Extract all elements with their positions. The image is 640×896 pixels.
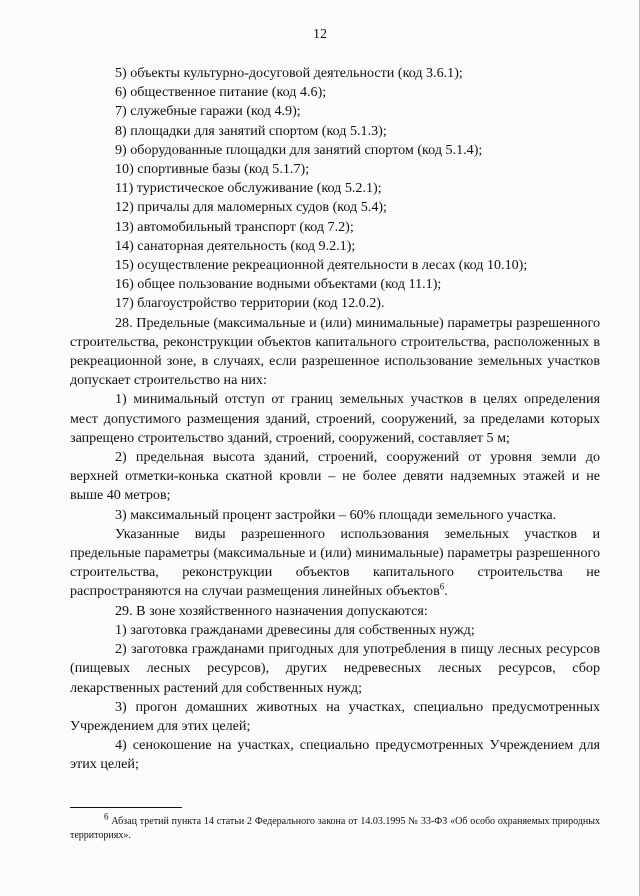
footnote-text-block	[70, 811, 600, 842]
footnote	[70, 811, 600, 842]
clause-28-item: 2) предельная высота зданий, строений, сооружений от уровня земли до верхней отметки-конька скатной кровли – не более девяти надземных этажей и не выше 40 метров;	[70, 449, 600, 504]
list-item: 14) санаторная деятельность (код 9.2.1);	[115, 237, 356, 254]
clause-29-text: 29. В зоне хозяйственного назначения допускаются:	[115, 602, 428, 619]
footnote-marker: 6	[104, 811, 109, 822]
clause-29-item: 1) заготовка гражданами древесины для собственных нужд;	[115, 621, 475, 638]
clause-28-note-text: Указанные виды разрешенного использования земельных участков и предельные параметры (максимальные и (или) минимальные) параметры разрешенного строительства, реконструкции объектов капитального строительства не распространяются на случаи размещения линейных объектов	[70, 525, 600, 600]
list-item: 15) осуществление рекреационной деятельности в лесах (код 10.10);	[115, 257, 528, 274]
list-item: 8) площадки для занятий спортом (код 5.1.3);	[115, 122, 387, 139]
list-item: 9) оборудованные площадки для занятий спортом (код 5.1.4);	[115, 141, 483, 158]
list-item: 17) благоустройство территории (код 12.0.2).	[115, 295, 385, 312]
list-item: 5) объекты культурно-досуговой деятельности (код 3.6.1);	[115, 65, 463, 81]
list-item: 7) служебные гаражи (код 4.9);	[115, 103, 301, 120]
footnote-divider	[70, 807, 182, 808]
clause-28-note: Указанные виды разрешенного использования земельных участков и предельные параметры (максимальные и (или) минимальные) параметры разрешенного строительства, реконструкции объектов капитального строительства не распространяются на случаи размещения линейных объектов$^6$.	[70, 525, 600, 600]
clause-29-item: 3) прогон домашних животных на участках, специально предусмотренных Учреждением для этих целей;	[70, 698, 600, 734]
list-item: 6) общественное питание (код 4.6);	[115, 84, 327, 101]
clause-28-item: 3) максимальный процент застройки – 60% площади земельного участка.	[115, 506, 557, 523]
footnote-text: Абзац третий пункта 14 статьи 2 Федерального закона от 14.03.1995 № 33-ФЗ «Об особо охраняемых природных территориях».	[70, 816, 600, 841]
clause-28-item: 1) минимальный отступ от границ земельных участков в целях определения мест допустимого размещения зданий, строений, сооружений, за пределами которых запрещено строительство зданий, строений, сооружений, составляет 5 м;	[70, 391, 600, 446]
list-item: 12) причалы для маломерных судов (код 5.4);	[115, 199, 387, 216]
list-item: 10) спортивные базы (код 5.1.7);	[115, 161, 310, 178]
footnote-ref: 6	[439, 581, 445, 592]
document-body	[70, 64, 600, 775]
list-item: 13) автомобильный транспорт (код 7.2);	[115, 218, 354, 235]
use-list	[70, 64, 600, 314]
page-number: 12	[313, 27, 327, 42]
list-item: 16) общее пользование водными объектами (код 11.1);	[115, 276, 442, 293]
clause-29-item: 4) сенокошение на участках, специально предусмотренных Учреждением для этих целей;	[70, 737, 600, 773]
clause-28-text: 28. Предельные (максимальные и (или) минимальные) параметры разрешенного строительства, реконструкции объектов капитального строительства, расположенных в рекреационной зоне, в случаях, если разрешенное использование земельных участков допускает строительство на них:	[70, 314, 600, 389]
list-item: 11) туристическое обслуживание (код 5.2.1);	[115, 180, 382, 197]
clause-29-item: 2) заготовка гражданами пригодных для употребления в пищу лесных ресурсов (пищевых лесных ресурсов), других недревесных лесных ресурсов, сбор лекарственных растений для собственных нужд;	[70, 641, 600, 696]
